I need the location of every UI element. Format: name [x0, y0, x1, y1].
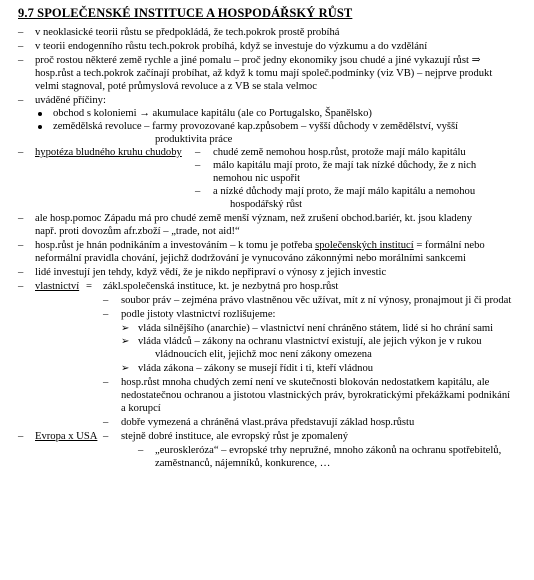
dash-bullet: –: [18, 281, 24, 292]
text-line: nemohou nic uspořit: [213, 173, 301, 184]
text-line: ale hosp.pomoc Západu má pro chudé země menší význam, než zrušení obchod.bariér, kt. jsou kladeny: [35, 213, 473, 224]
bullet-dot: [38, 125, 42, 129]
text-line: produktivita práce: [155, 134, 233, 145]
arrow-bullet-icon: ➢: [121, 323, 130, 334]
dash-separator: –: [103, 431, 109, 442]
text-line: v neoklasické teorii růstu se předpokládá, že tech.pokrok prostě probíhá: [35, 27, 340, 38]
text-line: nedostatečnou ochranou a jistotou vlastnických práv, byrokratickými překážkami podnikání: [121, 390, 511, 401]
text-line: a nízké důchody mají proto, že mají málo kapitálu a nemohou: [213, 186, 476, 197]
text-line: hospodářský růst: [230, 199, 303, 210]
dash-bullet: –: [18, 213, 24, 224]
text-line: vláda vládců – zákony na ochranu vlastnictví existují, ale jejich výkon je v rukou: [138, 336, 482, 347]
text-line: neformální pravidla chování, jejichž dodržování je vynucováno zákonnými nebo morálními sankcemi: [35, 253, 466, 264]
text-line: soubor práv – zejména právo vlastněnou věc užívat, mít z ní výnosy, pronajmout ji či prodat: [121, 295, 512, 306]
dash-separator: –: [195, 147, 201, 158]
dash-bullet: –: [18, 431, 24, 442]
text-line: dobře vymezená a chráněná vlast.práva představují základ hosp.růstu: [121, 417, 415, 428]
dash-bullet: –: [18, 267, 24, 278]
text-line: obchod s koloniemi → akumulace kapitálu (ale co Portugalsko, Španělsko): [53, 108, 372, 119]
dash-bullet: –: [103, 295, 109, 306]
section-heading: 9.7 SPOLEČENSKÉ INSTITUCE A HOSPODÁŘSKÝ RŮST: [18, 6, 353, 20]
dash-bullet: –: [138, 445, 144, 456]
text-line: zákl.společenská instituce, kt. je nezbytná pro hosp.růst: [103, 281, 339, 292]
dash-bullet: –: [103, 377, 109, 388]
text-line: vláda silnějšího (anarchie) – vlastnictví není chráněno státem, lidé si ho chrání sami: [138, 323, 494, 334]
europe-usa-label: Evropa x USA: [35, 431, 98, 442]
text-line: např. proti dovozům afr.zboží – „trade, not aid!“: [35, 226, 240, 237]
dash-bullet: –: [195, 186, 201, 197]
bullet-dot: [38, 112, 42, 116]
text-line: zaměstnanců, nájemníků, konkurence, …: [155, 458, 331, 469]
dash-bullet: –: [18, 95, 24, 106]
text-line: hosp.růst mnoha chudých zemí není ve skutečnosti blokován nedostatkem kapitálu, ale: [121, 377, 490, 388]
text-line: a korupcí: [121, 403, 161, 414]
text-line: proč rostou některé země rychle a jiné pomalu – proč jedny ekonomiky jsou chudé a jiné vykazují růst ⇒: [35, 55, 481, 66]
text-line: stejně dobré instituce, ale evropský růst je zpomalený: [121, 431, 349, 442]
text-fragment: = formální nebo: [413, 240, 485, 251]
arrow-bullet-icon: ➢: [121, 363, 130, 374]
arrow-bullet-icon: ➢: [121, 336, 130, 347]
text-line: zemědělská revoluce – farmy provozované kap.způsobem – vyšší důchody v zemědělství, vyšší: [53, 121, 459, 132]
text-line: podle jistoty vlastnictví rozlišujeme:: [121, 309, 276, 320]
hypothesis-label: hypotéza bludného kruhu chudoby: [35, 147, 182, 158]
dash-bullet: –: [18, 41, 24, 52]
text-line: lidé investují jen tehdy, když vědí, že je nikdo nepřipraví o výnosy z jejich investic: [35, 267, 387, 278]
dash-bullet: –: [103, 309, 109, 320]
text-line: málo kapitálu mají proto, že mají tak nízké důchody, že z nich: [213, 160, 477, 171]
dash-bullet: –: [18, 240, 24, 251]
equals-sign: =: [86, 281, 92, 292]
institutions-term: společenských institucí: [315, 240, 414, 251]
text-line: [35, 239, 485, 252]
text-line: „euroskleróza“ – evropské trhy nepružné, mnoho zákonů na ochranu spotřebitelů,: [155, 445, 502, 456]
dash-bullet: –: [103, 417, 109, 428]
dash-bullet: –: [18, 27, 24, 38]
dash-bullet: –: [18, 55, 24, 66]
ownership-label: vlastnictví: [35, 281, 80, 292]
text-line: velmi stagnoval, poté průmyslová revoluce a z VB se stala velmoc: [35, 81, 317, 92]
text-fragment: hosp.růst je hnán podnikáním a investováním – k tomu je potřeba: [35, 240, 316, 251]
text-line: vládnoucích elit, jejichž moc není zákony omezena: [155, 349, 372, 360]
dash-bullet: –: [195, 160, 201, 171]
text-line: chudé země nemohou hosp.růst, protože mají málo kapitálu: [213, 147, 466, 158]
text-line: vláda zákona – zákony se musejí řídit i ti, kteří vládnou: [138, 363, 374, 374]
dash-bullet: –: [18, 147, 24, 158]
text-line: uváděné příčiny:: [35, 95, 106, 106]
text-line: hosp.růst a tech.pokrok začínají probíhat, až když k tomu mají společ.podmínky (viz VB) – nejprve produkt: [35, 68, 493, 79]
text-line: v teorii endogenního růstu tech.pokrok probíhá, když se investuje do výzkumu a do vzdělání: [35, 41, 428, 52]
